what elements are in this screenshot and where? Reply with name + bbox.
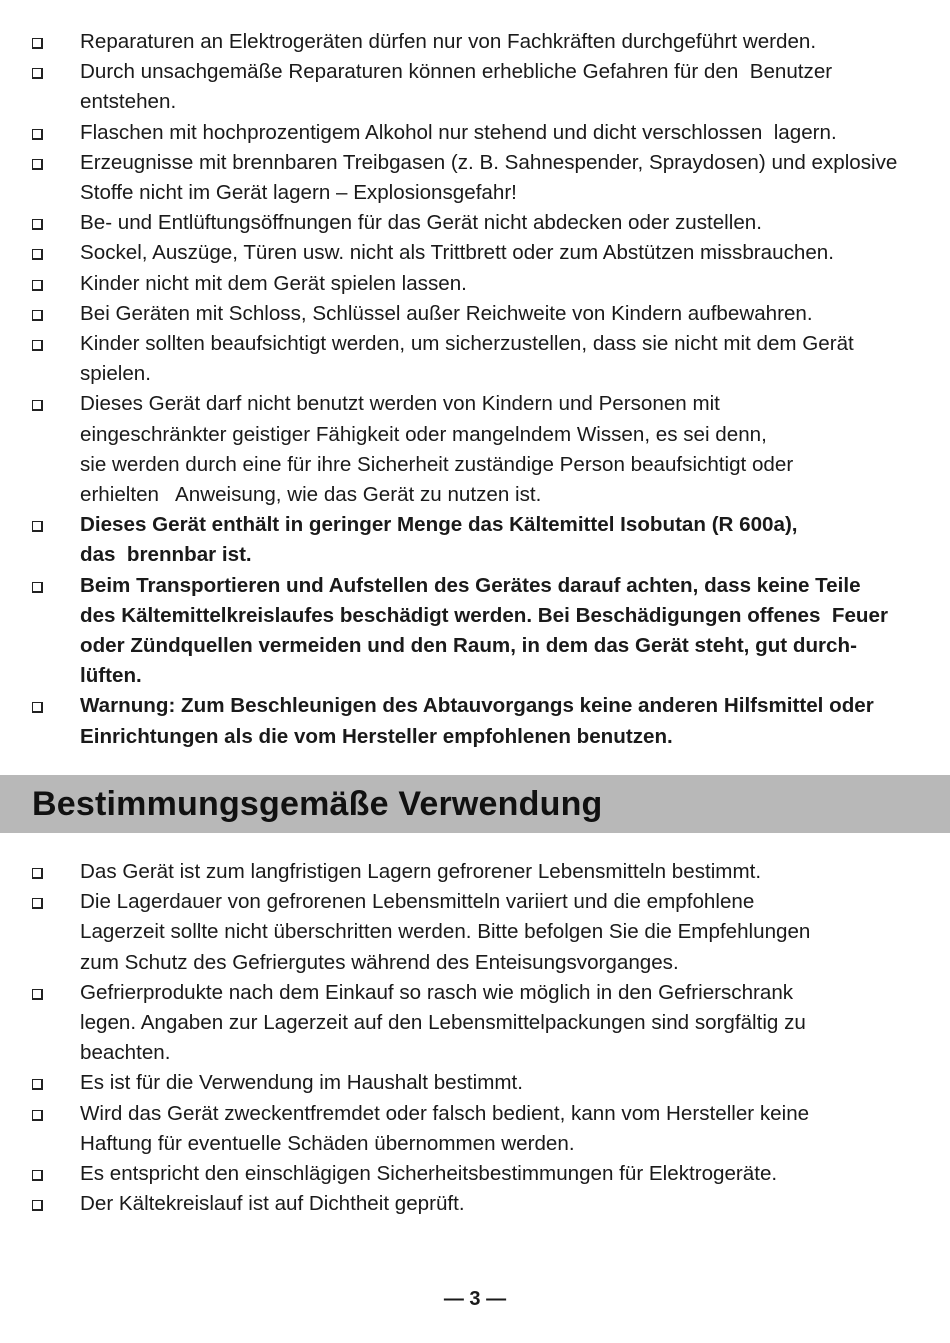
checkbox-bullet-icon	[32, 219, 43, 230]
safety-instructions-list	[32, 27, 922, 752]
checkbox-bullet-icon	[32, 1110, 43, 1121]
list-item-text: Flaschen mit hochprozentigem Alkohol nur stehend und dicht verschlossen lagern.	[80, 120, 837, 144]
list-item-text: Dieses Gerät enthält in geringer Menge das Kältemittel Isobutan (R 600a), das brennbar ist.	[80, 513, 798, 567]
checkbox-bullet-icon	[32, 340, 43, 351]
list-item-text: Wird das Gerät zweckentfremdet oder falsch bedient, kann vom Hersteller keine Haftung für eventuelle Schäden übernommen werden.	[80, 1101, 810, 1155]
list-item-text: Kinder sollten beaufsichtigt werden, um sicherzustellen, dass sie nicht mit dem Gerät spielen.	[80, 332, 860, 386]
checkbox-bullet-icon	[32, 521, 43, 532]
list-item	[32, 510, 922, 570]
list-item	[32, 389, 922, 510]
list-item-text: Gefrierprodukte nach dem Einkauf so rasch wie möglich in den Gefrierschrank legen. Angaben zur Lagerzeit auf den Lebensmittelpackungen sind sorgfältig zu beachten.	[80, 980, 806, 1065]
section-title: Bestimmungsgemäße Verwendung	[32, 785, 603, 823]
list-item	[32, 857, 922, 887]
checkbox-bullet-icon	[32, 1200, 43, 1211]
list-item	[32, 978, 922, 1069]
section-header	[0, 775, 950, 833]
list-item	[32, 208, 922, 238]
list-item	[32, 329, 922, 389]
list-item	[32, 148, 922, 208]
list-item	[32, 887, 922, 978]
checkbox-bullet-icon	[32, 68, 43, 79]
list-item-text: Es ist für die Verwendung im Haushalt bestimmt.	[80, 1071, 523, 1095]
list-item-text: Reparaturen an Elektrogeräten dürfen nur von Fachkräften durchgeführt werden.	[80, 30, 817, 53]
checkbox-bullet-icon	[32, 989, 43, 1000]
list-item	[32, 57, 922, 117]
checkbox-bullet-icon	[32, 582, 43, 593]
list-item-text: Der Kältekreislauf ist auf Dichtheit geprüft.	[80, 1192, 465, 1216]
list-item-text: Die Lagerdauer von gefrorenen Lebensmitteln variiert und die empfohlene Lagerzeit sollte nicht überschritten werden. Bitte befolgen Sie die Empfehlungen zum Schutz des Gefriergutes während des Enteisungsvorganges.	[80, 890, 811, 974]
checkbox-bullet-icon	[32, 400, 43, 411]
checkbox-bullet-icon	[32, 249, 43, 260]
list-item-text: Sockel, Auszüge, Türen usw. nicht als Trittbrett oder zum Abstützen missbrauchen.	[80, 241, 834, 265]
checkbox-bullet-icon	[32, 1079, 43, 1090]
list-item-text: Be- und Entlüftungsöffnungen für das Gerät nicht abdecken oder zustellen.	[80, 211, 762, 235]
list-item	[32, 571, 922, 692]
list-item-text: Bei Geräten mit Schloss, Schlüssel außer Reichweite von Kindern aufbewahren.	[80, 301, 813, 325]
list-item-text: Dieses Gerät darf nicht benutzt werden von Kindern und Personen mit eingeschränkter geistiger Fähigkeit oder mangelndem Wissen, es sei denn, sie werden durch eine für ihre Sicherheit zuständige Person beaufsichtigt oder erhielten Anweisung, wie das Gerät zu nutzen ist.	[80, 392, 794, 507]
checkbox-bullet-icon	[32, 310, 43, 321]
list-item	[32, 1099, 922, 1159]
checkbox-bullet-icon	[32, 129, 43, 140]
list-item	[32, 1068, 922, 1098]
intended-use-list	[32, 857, 922, 1219]
list-item	[32, 1159, 922, 1189]
list-item-text: Das Gerät ist zum langfristigen Lagern gefrorener Lebensmitteln bestimmt.	[80, 860, 762, 883]
list-item	[32, 1189, 922, 1219]
checkbox-bullet-icon	[32, 280, 43, 291]
checkbox-bullet-icon	[32, 159, 43, 170]
page-number: — 3 —	[443, 1288, 507, 1310]
checkbox-bullet-icon	[32, 898, 43, 909]
list-item	[32, 27, 922, 57]
list-item-text: Erzeugnisse mit brennbaren Treibgasen (z. B. Sahnespender, Spraydosen) und explosive Stoffe nicht im Gerät lagern – Explosionsgefahr!	[80, 150, 904, 205]
list-item	[32, 118, 922, 148]
checkbox-bullet-icon	[32, 38, 43, 49]
checkbox-bullet-icon	[32, 702, 43, 713]
list-item	[32, 238, 922, 268]
list-item-text: Kinder nicht mit dem Gerät spielen lassen.	[80, 271, 467, 295]
list-item-text: Beim Transportieren und Aufstellen des Gerätes darauf achten, dass keine Teile des Kältemittelkreislaufes beschädigt werden. Bei Beschädigungen offenes Feuer oder Zündquellen vermeiden und den Raum, in dem das Gerät steht, gut durch- lüften.	[80, 573, 888, 688]
list-item-text: Durch unsachgemäße Reparaturen können erhebliche Gefahren für den Benutzer entstehen.	[80, 60, 838, 114]
checkbox-bullet-icon	[32, 868, 43, 879]
list-item-text: Es entspricht den einschlägigen Sicherheitsbestimmungen für Elektrogeräte.	[80, 1162, 778, 1186]
checkbox-bullet-icon	[32, 1170, 43, 1181]
list-item	[32, 691, 922, 751]
list-item-text: Warnung: Zum Beschleunigen des Abtauvorgangs keine anderen Hilfsmittel oder Einrichtungen als die vom Hersteller empfohlenen benutzen.	[80, 694, 874, 748]
list-item	[32, 299, 922, 329]
list-item	[32, 269, 922, 299]
